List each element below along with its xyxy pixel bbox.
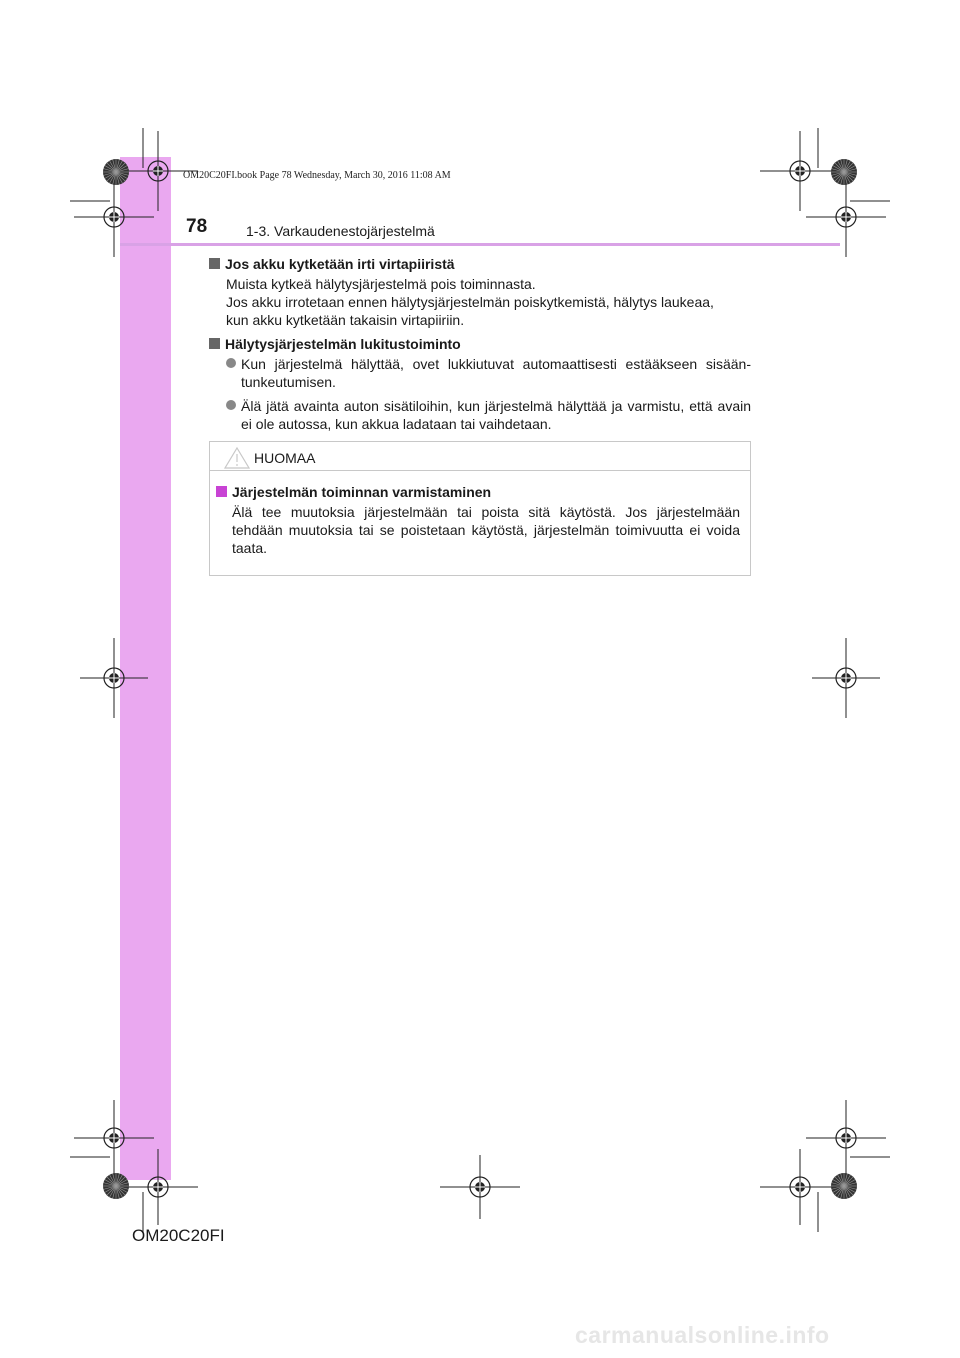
section-heading: Hälytysjärjestelmän lukitustoiminto (209, 335, 751, 353)
paragraph-line: Jos akku irrotetaan ennen hälytysjärjestelmän poiskytkemistä, hälytys laukeaa, (226, 294, 714, 310)
square-bullet-icon (209, 258, 220, 269)
notice-body (210, 471, 750, 557)
print-target-icon (103, 1173, 129, 1199)
registration-mark-icon (80, 638, 148, 718)
notice-title: HUOMAA (254, 450, 316, 466)
page-content (209, 255, 751, 433)
registration-mark-icon (118, 1149, 198, 1225)
registration-mark-icon (806, 1100, 886, 1176)
square-bullet-icon (216, 486, 227, 497)
notice-box (209, 441, 751, 576)
notice-heading: Järjestelmän toiminnan varmistaminen (216, 483, 740, 501)
section-heading: Jos akku kytketään irti virtapiiristä (209, 255, 751, 273)
registration-mark-icon (812, 638, 880, 718)
print-target-icon (831, 1173, 857, 1199)
registration-mark-icon (440, 1155, 520, 1219)
print-target-icon (103, 159, 129, 185)
bullet-item: Älä jätä avainta auton sisätiloihin, kun järjestelmä hälyttää ja varmistu, että avain ei ole autossa, kun akkua ladataan tai vaihdetaan. (226, 397, 751, 433)
page-number: 78 (186, 216, 208, 237)
registration-mark-icon (74, 1100, 154, 1176)
print-metadata: OM20C20FI.book Page 78 Wednesday, March 30, 2016 11:08 AM (183, 170, 451, 181)
round-bullet-icon (226, 400, 236, 410)
footer-code: OM20C20FI (132, 1226, 225, 1245)
round-bullet-icon (226, 358, 236, 368)
bullet-list (209, 355, 751, 433)
print-target-icon (831, 159, 857, 185)
registration-mark-icon (760, 131, 840, 211)
header-rule (120, 243, 840, 246)
paragraph-line: kun akku kytketään takaisin virtapiiriin. (226, 312, 465, 328)
watermark: carmanualsonline.info (575, 1322, 830, 1348)
bullet-item: Kun järjestelmä hälyttää, ovet lukkiutuvat automaattisesti estääkseen sisään-tunkeutumisen. (226, 355, 751, 391)
section-title: 1-3. Varkaudenestojärjestelmä (246, 223, 435, 239)
section-paragraph (226, 275, 751, 329)
square-bullet-icon (209, 338, 220, 349)
notice-header (210, 442, 750, 471)
paragraph-line: Muista kytkeä hälytysjärjestelmä pois toiminnasta. (226, 276, 536, 292)
registration-mark-icon (760, 1149, 840, 1225)
notice-text: Älä tee muutoksia järjestelmään tai poista sitä käytöstä. Jos järjestelmään tehdään muutoksia tai se poistetaan käytöstä, järjestelmän toimivuutta ei voida taata. (232, 504, 740, 556)
warning-triangle-icon (224, 447, 250, 469)
